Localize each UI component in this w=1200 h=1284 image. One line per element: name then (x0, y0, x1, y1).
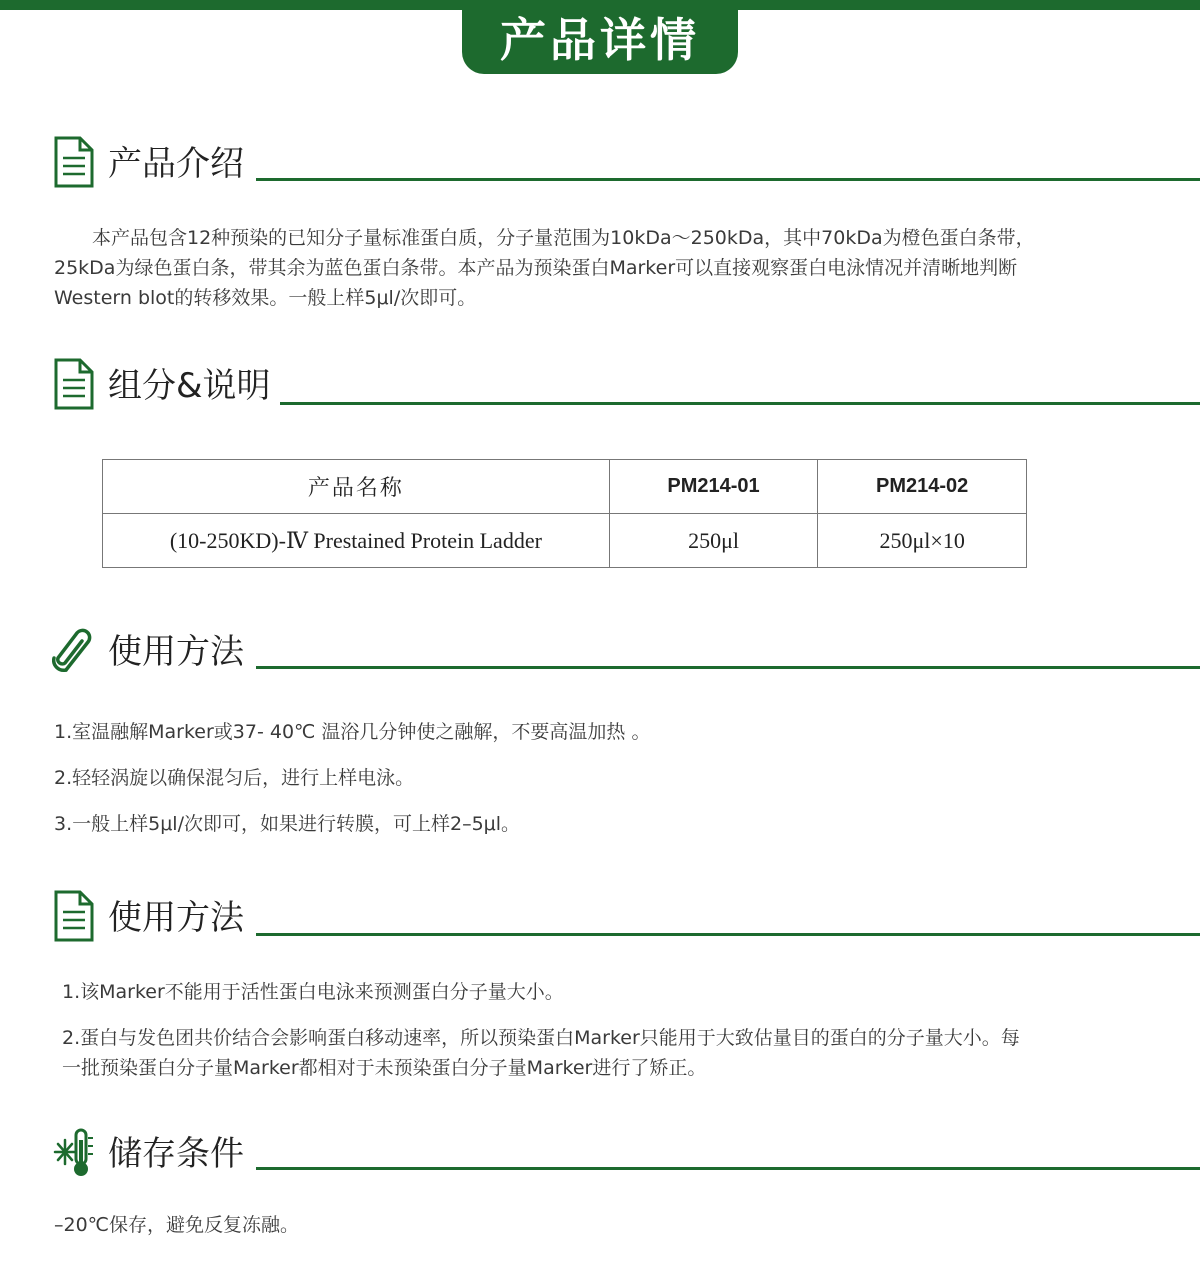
table-cell: 250μl×10 (818, 514, 1027, 568)
list-item: 2.轻轻涡旋以确保混匀后，进行上样电泳。 (54, 767, 415, 789)
intro-text (54, 223, 1184, 313)
paperclip-icon (52, 626, 96, 678)
document-icon (52, 358, 96, 410)
section-title: 使用方法 (108, 632, 244, 672)
list-item: 3.一般上样5μl/次即可，如果进行转膜，可上样2–5μl。 (54, 813, 521, 835)
document-icon (52, 136, 96, 188)
section-title: 组分&说明 (108, 366, 271, 406)
table-header-cell: PM214-02 (818, 460, 1027, 514)
table-header-row (103, 460, 1027, 514)
section-title: 使用方法 (108, 898, 244, 938)
thermometer-snowflake-icon (52, 1126, 96, 1178)
section-title: 产品介绍 (108, 144, 244, 184)
page-title: 产品详情 (462, 0, 738, 74)
section-rule (280, 402, 1200, 405)
table-header-cell: 产品名称 (103, 460, 610, 514)
table-row (103, 514, 1027, 568)
intro-line: 本产品包含12种预染的已知分子量标准蛋白质，分子量范围为10kDa～250kDa，其中70kDa为橙色蛋白条带， (92, 227, 1035, 249)
usage-list (54, 709, 1184, 847)
section-usage-header (0, 624, 1200, 684)
table-header-cell: PM214-01 (609, 460, 818, 514)
section-rule (256, 666, 1200, 669)
intro-line: 25kDa为绿色蛋白条，带其余为蓝色蛋白条带。本产品为预染蛋白Marker可以直接观察蛋白电泳情况并清晰地判断 (54, 257, 1018, 279)
notes-text (62, 977, 1187, 1083)
section-rule (256, 178, 1200, 181)
list-item: 2.蛋白与发色团共价结合会影响蛋白移动速率，所以预染蛋白Marker只能用于大致估量目的蛋白的分子量大小。每 (62, 1027, 1020, 1049)
list-item: 一批预染蛋白分子量Marker都相对于未预染蛋白分子量Marker进行了矫正。 (62, 1057, 707, 1079)
table-cell: 250μl (609, 514, 818, 568)
spec-table (102, 459, 1027, 568)
section-components-header (0, 358, 1200, 418)
storage-text: –20℃保存，避免反复冻融。 (54, 1214, 300, 1236)
section-rule (256, 1167, 1200, 1170)
section-rule (256, 933, 1200, 936)
section-intro-header (0, 136, 1200, 196)
intro-line: Western blot的转移效果。一般上样5μl/次即可。 (54, 287, 477, 309)
section-title: 储存条件 (108, 1134, 244, 1174)
list-item: 1.该Marker不能用于活性蛋白电泳来预测蛋白分子量大小。 (62, 981, 564, 1003)
table-cell: (10-250KD)-Ⅳ Prestained Protein Ladder (103, 514, 610, 568)
section-storage-header (0, 1126, 1200, 1186)
section-notes-header (0, 890, 1200, 950)
list-item: 1.室温融解Marker或37- 40℃ 温浴几分钟使之融解，不要高温加热 。 (54, 721, 651, 743)
document-icon (52, 890, 96, 942)
